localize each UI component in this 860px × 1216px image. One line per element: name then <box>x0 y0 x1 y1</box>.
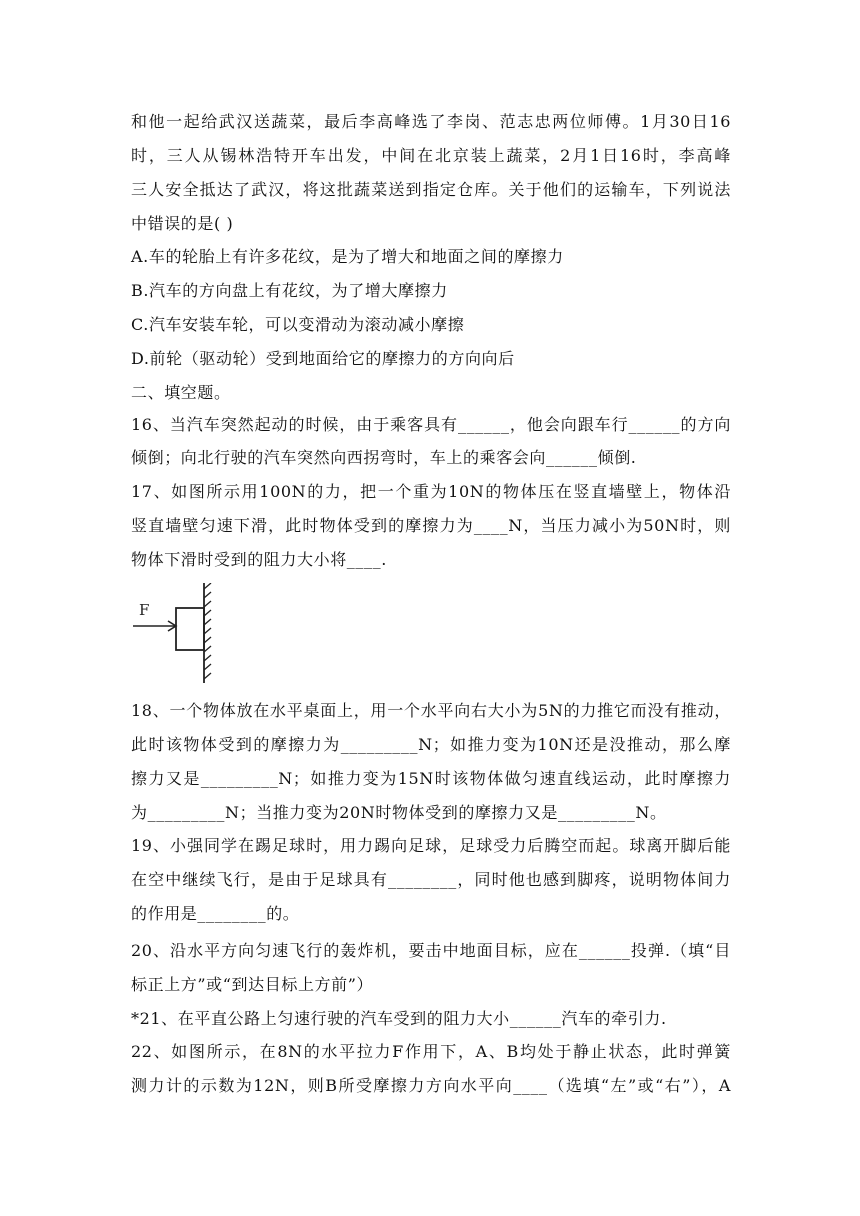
q15-option-a: A.车的轮胎上有许多花纹，是为了增大和地面之间的摩擦力 <box>131 247 564 266</box>
q17-line-1: 17、如图所示用100N的力，把一个重为10N的物体压在竖直墙壁上，物体沿 <box>131 482 731 501</box>
q22-line-1: 22、如图所示，在8N的水平拉力F作用下，A、B均处于静止状态，此时弹簧 <box>131 1042 731 1061</box>
q15-option-c: C.汽车安装车轮，可以变滑动为滚动减小摩擦 <box>131 315 465 334</box>
q19-line-1: 19、小强同学在踢足球时，用力踢向足球，足球受力后腾空而起。球离开脚后能 <box>131 836 731 855</box>
q15-stem-line-3: 三人安全抵达了武汉，将这批蔬菜送到指定仓库。关于他们的运输车，下列说法 <box>131 180 731 199</box>
q19-line-2: 在空中继续飞行，是由于足球具有________，同时他也感到脚疼，说明物体间力 <box>131 870 731 889</box>
q21-line-1: *21、在平直公路上匀速行驶的汽车受到的阻力大小______汽车的牵引力. <box>131 1009 667 1028</box>
q15-option-d: D.前轮（驱动轮）受到地面给它的摩擦力的方向向后 <box>131 349 515 368</box>
block <box>176 608 204 650</box>
q20-line-2: 标正上方”或“到达目标上方前”） <box>131 975 374 994</box>
force-label: F <box>139 601 150 619</box>
q18-line-2: 此时该物体受到的摩擦力为_________N；如推力变为10N还是没推动，那么摩 <box>131 735 731 754</box>
q17-line-3: 物体下滑时受到的阻力大小将____. <box>131 550 387 569</box>
q18-line-3: 擦力又是_________N；如推力变为15N时该物体做匀速直线运动，此时摩擦力 <box>131 769 731 788</box>
wall-block-figure <box>131 583 231 683</box>
q20-line-1: 20、沿水平方向匀速飞行的轰炸机，要击中地面目标，应在______投弹.（填“目 <box>131 941 731 960</box>
q15-stem-line-2: 时，三人从锡林浩特开车出发，中间在北京装上蔬菜，2月1日16时，李高峰 <box>131 146 731 165</box>
q15-option-b: B.汽车的方向盘上有花纹，为了增大摩擦力 <box>131 281 448 300</box>
wall-hatching <box>204 583 211 679</box>
q19-line-3: 的作用是________的。 <box>131 904 300 923</box>
section-heading: 二、填空题。 <box>131 383 231 402</box>
q18-line-4: 为_________N；当推力变为20N时物体受到的摩擦力又是_________N。 <box>131 803 667 822</box>
q15-stem-line-4: 中错误的是( ) <box>131 214 234 233</box>
q16-line-2: 倾倒；向北行驶的汽车突然向西拐弯时，车上的乘客会向______倾倒. <box>131 448 637 467</box>
q15-stem-line-1: 和他一起给武汉送蔬菜，最后李高峰选了李岗、范志忠两位师傅。1月30日16 <box>131 112 731 131</box>
q16-line-1: 16、当汽车突然起动的时候，由于乘客具有______，他会向跟车行______的方向 <box>131 415 731 434</box>
q17-line-2: 竖直墙壁匀速下滑，此时物体受到的摩擦力为____N，当压力减小为50N时，则 <box>131 516 731 535</box>
q18-line-1: 18、一个物体放在水平桌面上，用一个水平向右大小为5N的力推它而没有推动， <box>131 701 731 720</box>
q22-line-2: 测力计的示数为12N，则B所受摩擦力方向水平向____（选填“左”或“右”），A <box>131 1076 731 1095</box>
